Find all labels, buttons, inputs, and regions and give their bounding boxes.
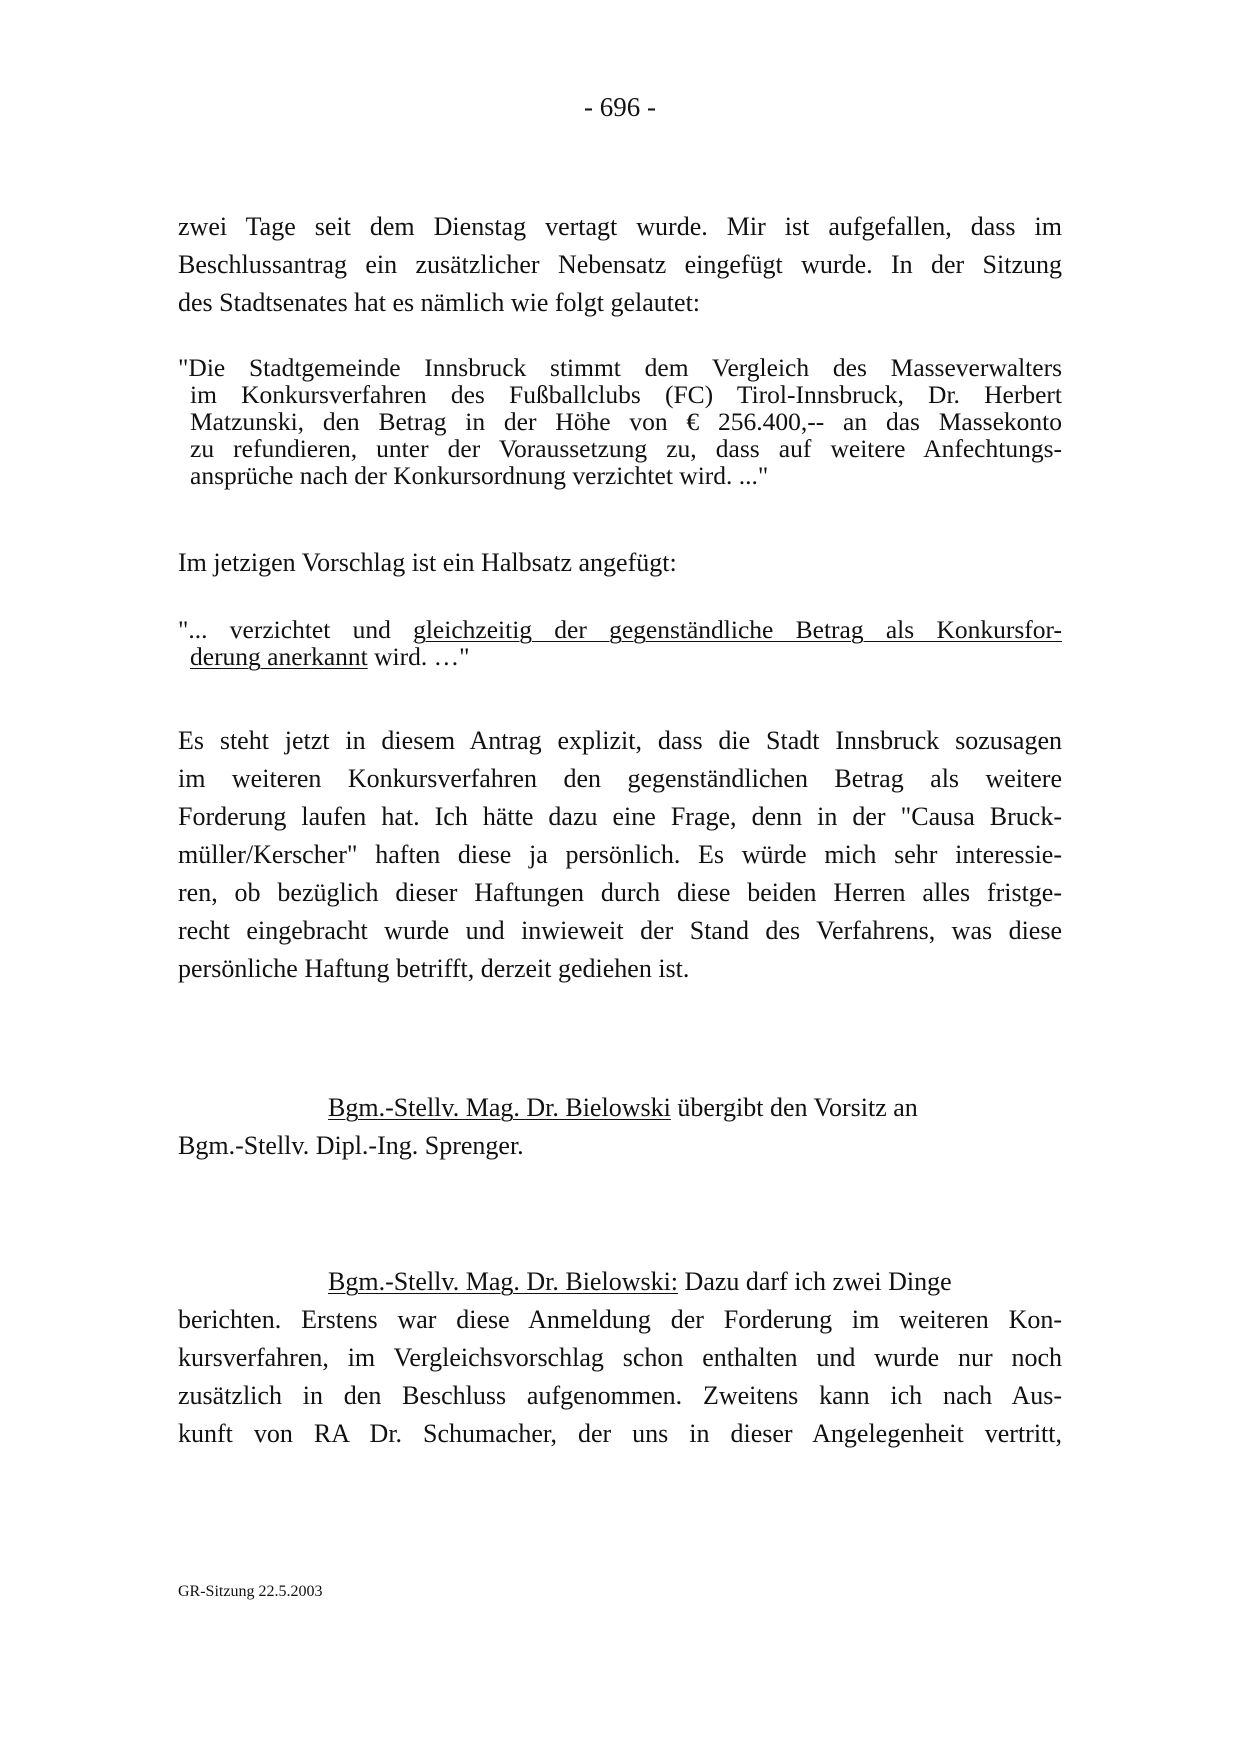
paragraph-line: persönliche Haftung betrifft, derzeit gediehen ist. [178, 954, 690, 983]
procedural-note-text: übergibt den Vorsitz an [670, 1093, 918, 1122]
quote-suffix: wird. …" [367, 642, 470, 671]
procedural-note [178, 1089, 1062, 1165]
quote-prefix: "... verzichtet und [178, 615, 414, 644]
paragraph-line: Forderung laufen hat. Ich hätte dazu eine Frage, denn in der "Causa Bruck- [178, 802, 1062, 831]
paragraph-line: zwei Tage seit dem Dienstag vertagt wurde. Mir ist aufgefallen, dass im [178, 212, 1062, 241]
paragraph-line: recht eingebracht wurde und inwieweit der Stand des Verfahrens, was diese [178, 916, 1062, 945]
speech-line: kunft von RA Dr. Schumacher, der uns in dieser Angelegenheit vertritt, [178, 1419, 1062, 1448]
speaker-name: Bgm.-Stellv. Mag. Dr. Bielowski: [328, 1267, 679, 1296]
paragraph-line: Beschlussantrag ein zusätzlicher Nebensatz eingefügt wurde. In der Sitzung [178, 250, 1062, 279]
page-number: - 696 - [584, 92, 656, 122]
paragraph-line: Es steht jetzt in diesem Antrag explizit, dass die Stadt Innsbruck sozusagen [178, 726, 1062, 755]
paragraph-line: müller/Kerscher" haften diese ja persönlich. Es würde mich sehr interessie- [178, 840, 1062, 869]
speech-response [178, 1263, 1062, 1453]
procedural-note-line: Bgm.-Stellv. Dipl.-Ing. Sprenger. [178, 1131, 524, 1160]
paragraph-proposal [178, 544, 1062, 582]
quote-underlined-text: gleichzeitig der gegenständliche Betrag als Konkursfor- [413, 615, 1062, 644]
quote-line: im Konkursverfahren des Fußballclubs (FC) Tirol-Innsbruck, Dr. Herbert [190, 380, 1062, 409]
speech-text: Dazu darf ich zwei Dinge [678, 1267, 952, 1296]
procedural-note-line [178, 1089, 1062, 1127]
quote-line: zu refundieren, unter der Voraussetzung zu, dass auf weitere Anfechtungs- [190, 434, 1062, 463]
quote-line [178, 643, 1062, 670]
quote-line: Matzunski, den Betrag in der Höhe von € 256.400,-- an das Massekonto [190, 407, 1062, 436]
quote-line: "Die Stadtgemeinde Innsbruck stimmt dem Vergleich des Masseverwalters [178, 353, 1062, 382]
speech-line: zusätzlich in den Beschluss aufgenommen. Zweitens kann ich nach Aus- [178, 1381, 1062, 1410]
paragraph-line: des Stadtsenates hat es nämlich wie folgt gelautet: [178, 288, 701, 317]
quote-resolution-amended [178, 616, 1062, 670]
speech-line: kursverfahren, im Vergleichsvorschlag schon enthalten und wurde nur noch [178, 1343, 1062, 1372]
footer-session-date: GR-Sitzung 22.5.2003 [178, 1583, 323, 1600]
paragraph-line: Im jetzigen Vorschlag ist ein Halbsatz angefügt: [178, 548, 677, 577]
paragraph-question [178, 722, 1062, 988]
quote-line [178, 616, 1062, 643]
paragraph-line: ren, ob bezüglich dieser Haftungen durch diese beiden Herren alles fristge- [178, 878, 1062, 907]
quote-line: ansprüche nach der Konkursordnung verzichtet wird. ..." [190, 461, 769, 490]
speech-line: berichten. Erstens war diese Anmeldung der Forderung im weiteren Kon- [178, 1305, 1062, 1334]
paragraph-line: im weiteren Konkursverfahren den gegenständlichen Betrag als weitere [178, 764, 1062, 793]
speech-line [178, 1263, 1062, 1301]
quote-resolution-original [178, 354, 1062, 489]
paragraph-intro [178, 208, 1062, 322]
speaker-name: Bgm.-Stellv. Mag. Dr. Bielowski [328, 1093, 671, 1122]
quote-underlined-text: derung anerkannt [190, 642, 368, 671]
